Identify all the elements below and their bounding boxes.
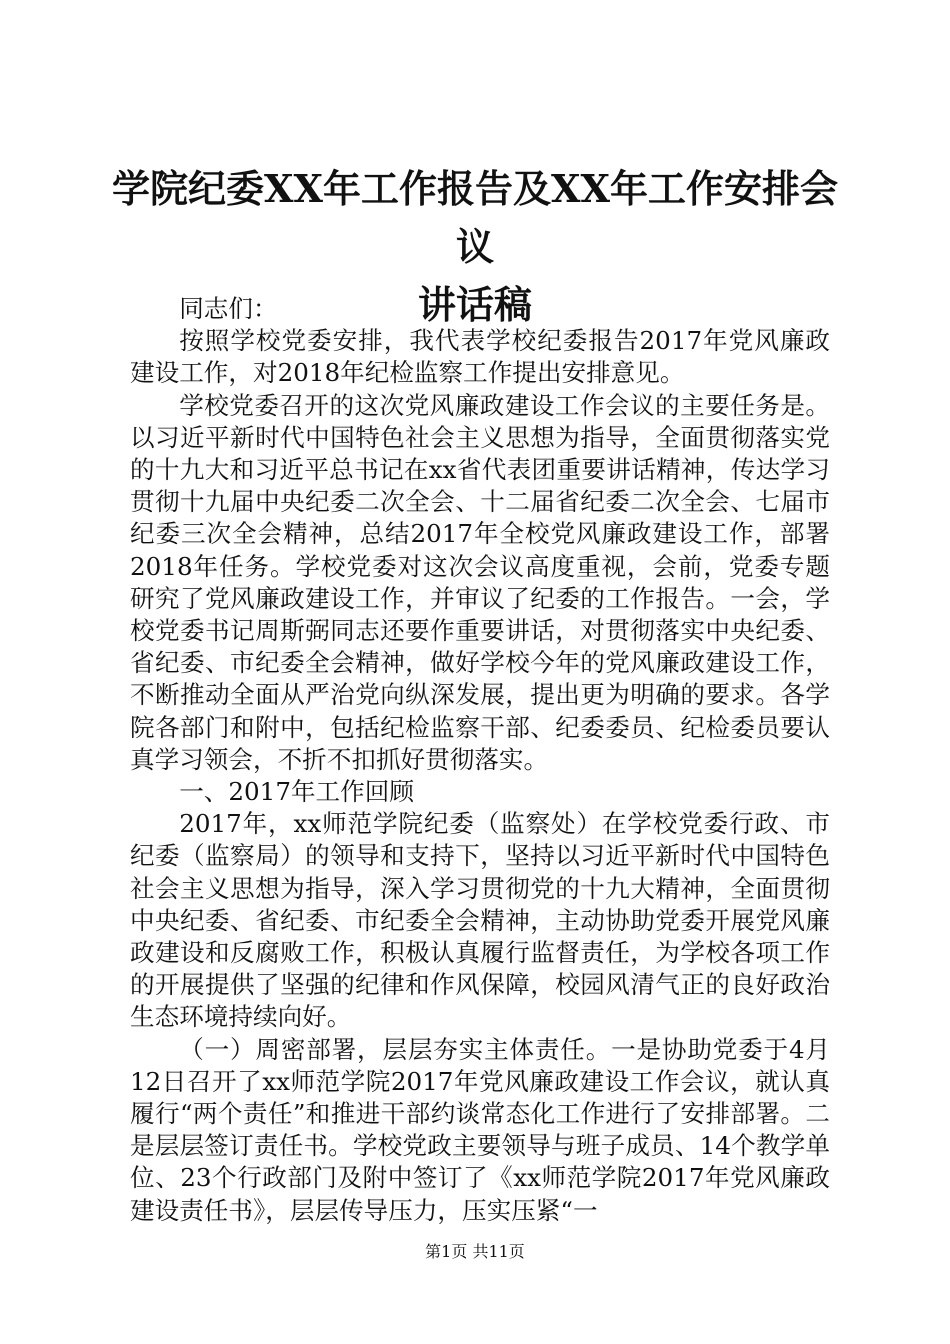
section-heading-review: 一、2017年工作回顾 [179, 777, 414, 807]
document-body [130, 293, 830, 1227]
title-line-1: 学院纪委XX年工作报告及XX年工作安排会议 [112, 166, 838, 269]
paragraph-review: 2017年，xx师范学院纪委（监察处）在学校党委行政、市纪委（监察局）的领导和支持下，坚持以习近平新时代中国特色社会主义思想为指导，深入学习贯彻党的十九大精神，全面贯彻中央纪委、省纪委、市纪委全会精神，主动协助党委开展党风廉政建设和反腐败工作，积极认真履行监督责任，为学校各项工作的开展提供了坚强的纪律和作风保障，校园风清气正的良好政治生态环境持续向好。 [130, 809, 830, 1032]
salutation: 同志们： [179, 294, 278, 323]
paragraph-deployment: （一）周密部署，层层夯实主体责任。一是协助党委于4月12日召开了xx师范学院2017年党风廉政建设工作会议，就认真履行“两个责任”和推进干部约谈常态化工作进行了安排部署。二是层层签订责任书。学校党政主要领导与班子成员、14个教学单位、23个行政部门及附中签订了《xx师范学院2017年党风廉政建设责任书》，层层传导压力，压实压紧“一 [130, 1034, 830, 1225]
title-line-2: 讲话稿 [417, 282, 532, 327]
paragraph-meeting-tasks: 学校党委召开的这次党风廉政建设工作会议的主要任务是。以习近平新时代中国特色社会主义思想为指导，全面贯彻落实党的十九大和习近平总书记在xx省代表团重要讲话精神，传达学习贯彻十九届中央纪委二次全会、十二届省纪委二次全会、七届市纪委三次全会精神，总结2017年全校党风廉政建设工作，部署2018年任务。学校党委对这次会议高度重视，会前，党委专题研究了党风廉政建设工作，并审议了纪委的工作报告。一会，学校党委书记周斯弼同志还要作重要讲话，对贯彻落实中央纪委、省纪委、市纪委全会精神，做好学校今年的党风廉政建设工作，不断推动全面从严治党向纵深发展，提出更为明确的要求。各学院各部门和附中，包括纪检监察干部、纪委委员、纪检委员要认真学习领会，不折不扣抓好贯彻落实。 [130, 390, 830, 774]
page-number-footer: 第1页 共11页 [425, 1242, 525, 1261]
paragraph-intro: 按照学校党委安排，我代表学校纪委报告2017年党风廉政建设工作，对2018年纪检监察工作提出安排意见。 [130, 326, 830, 388]
